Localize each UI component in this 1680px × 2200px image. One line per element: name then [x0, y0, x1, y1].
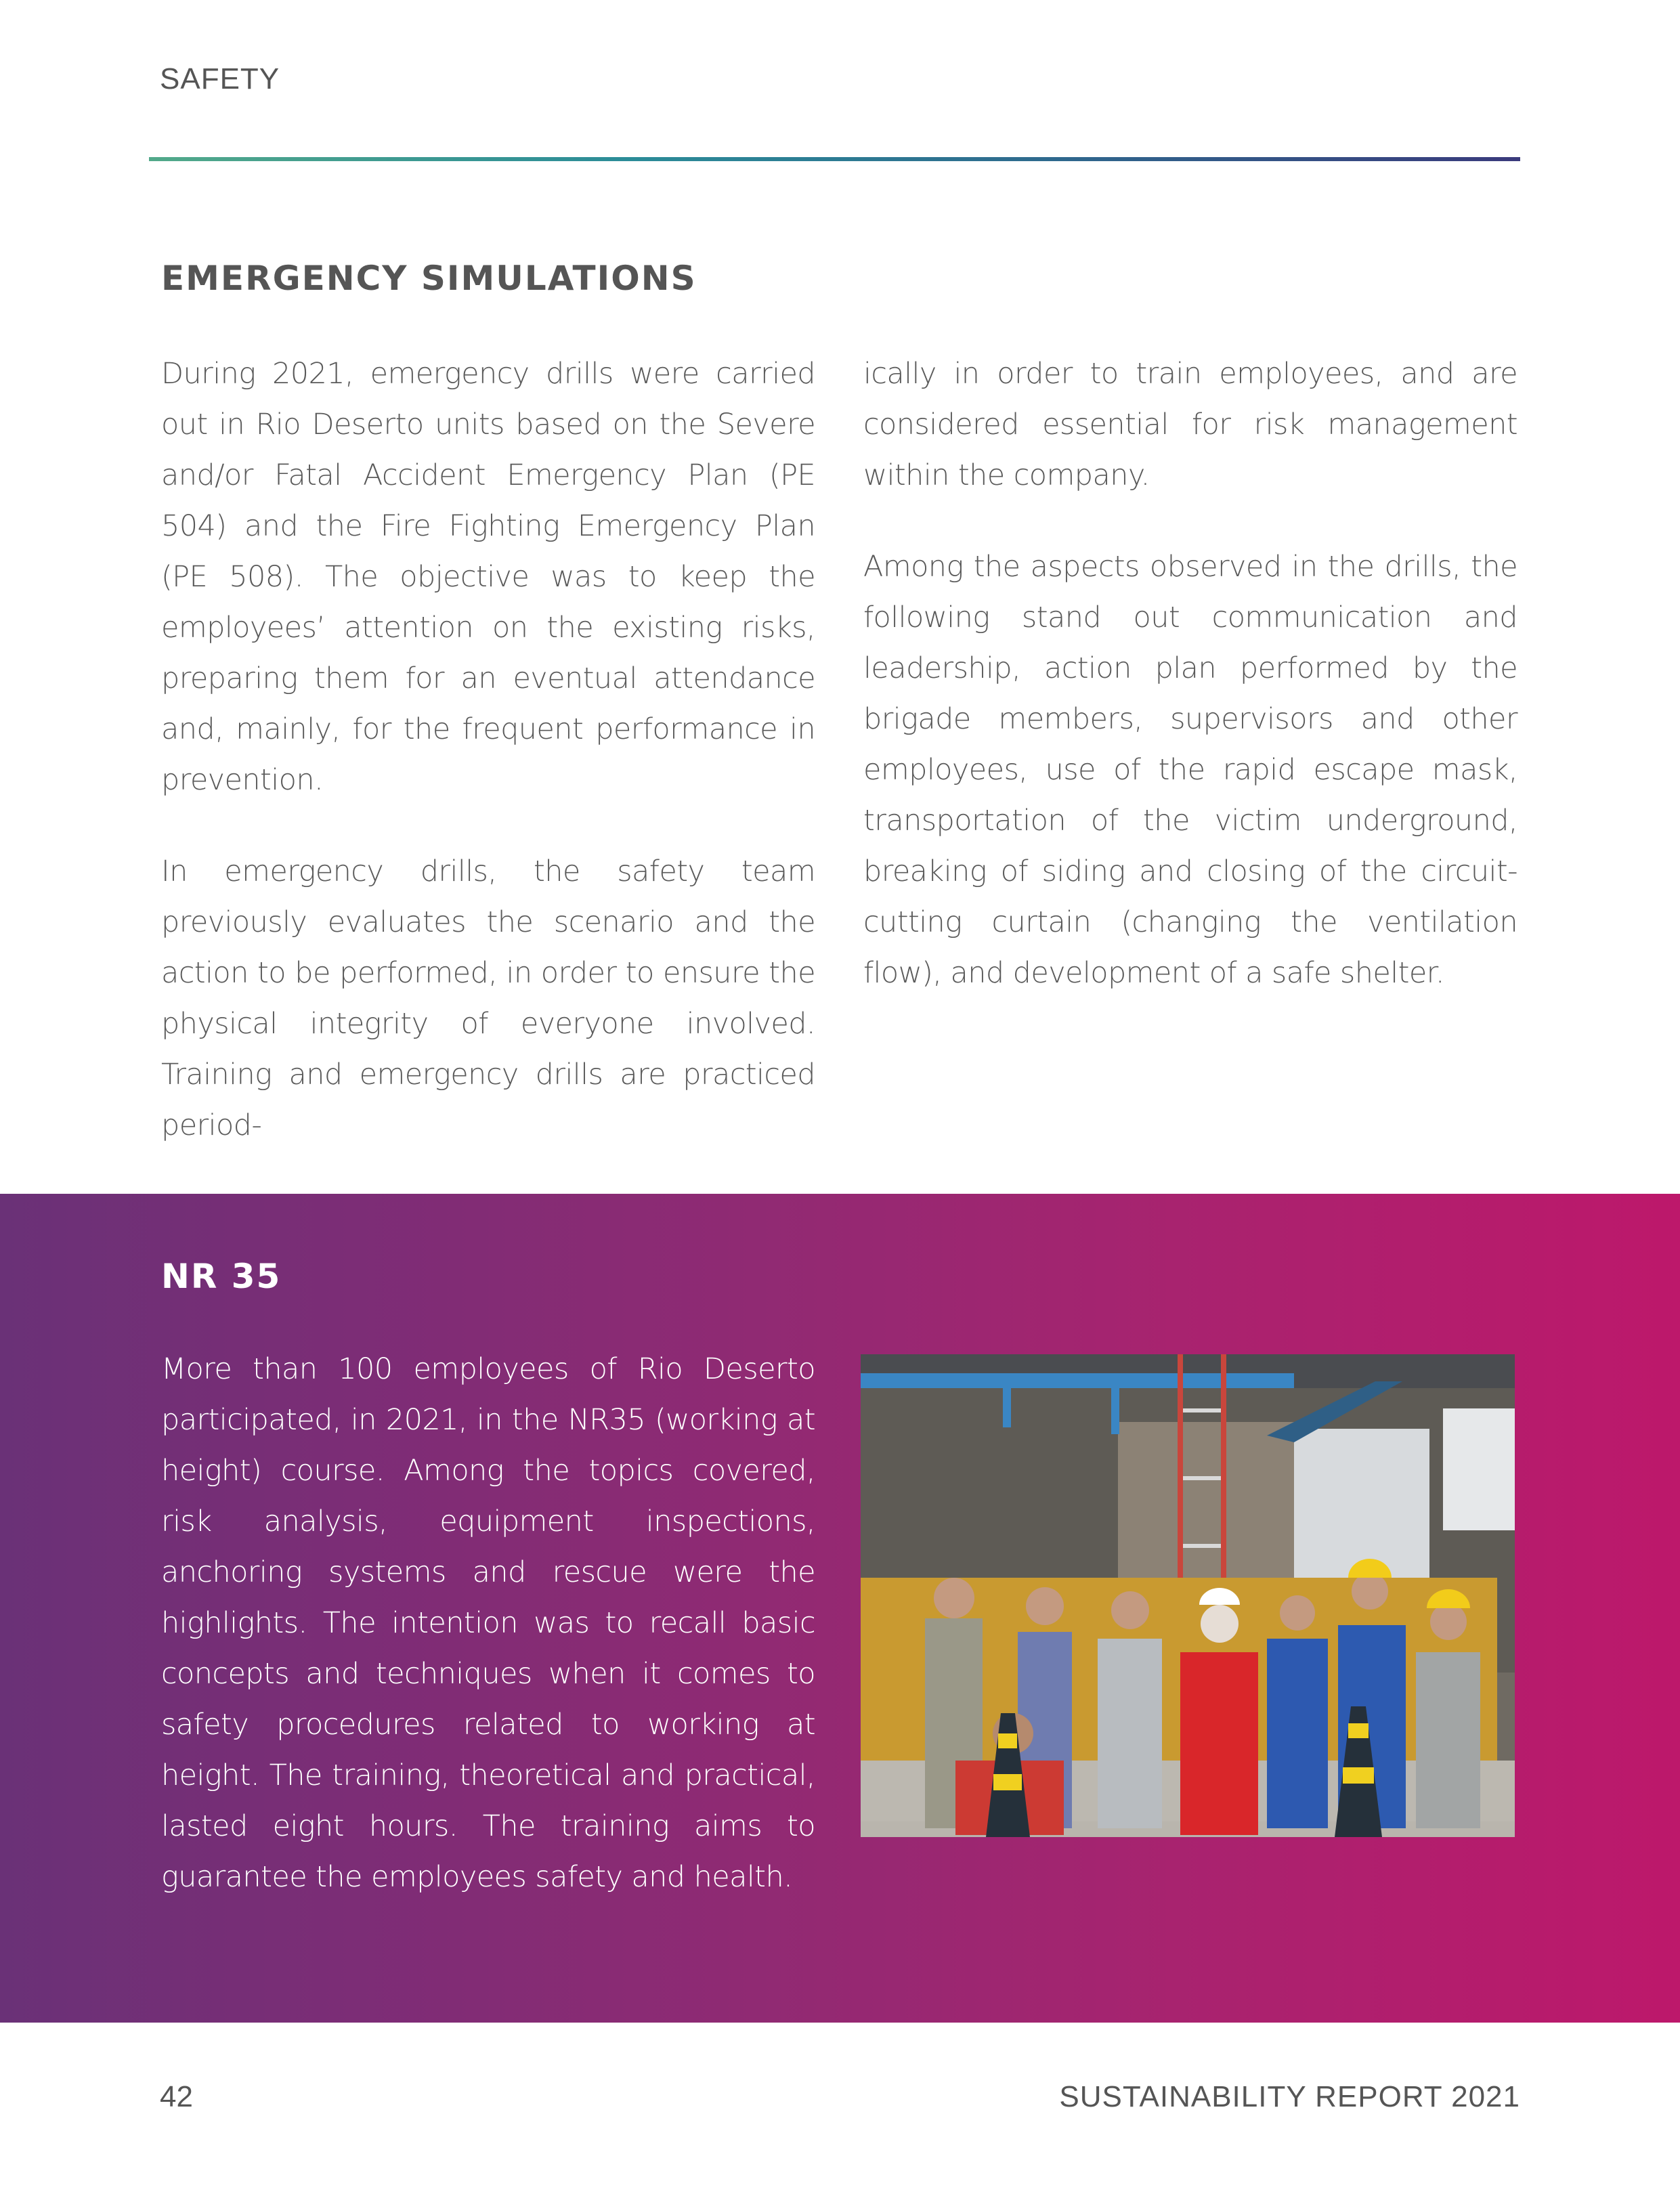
page-number: 42	[160, 2080, 193, 2113]
emergency-paragraph: During 2021, emergency drills were carried out in Rio Deserto units based on the Severe and/or Fatal Accident Emergency Plan (PE 504) and the Fire Fighting Emergency Plan (PE 508). The objective was to keep the employees’ attention on the existing risks, preparing them for an eventual attendance and, mainly, for the frequent performance in prevention.	[161, 357, 815, 797]
section-label: SAFETY	[160, 62, 280, 95]
emergency-paragraph: Among the aspects observed in the drills, the following stand out communication and leadership, action plan performed by the brigade members, supervisors and other employees, use of the rapid escape mask, transportation of the victim underground, breaking of siding and closing of the circuit-cutting curtain (changing the ventilation flow), and development of a safe shelter.	[863, 550, 1517, 990]
nr35-paragraph: More than 100 employees of Rio Deserto participated, in 2021, in the NR35 (working at height) course. Among the topics covered, risk analysis, equipment inspections, anchoring systems and rescue were the highlights. The intention was to recall basic concepts and techniques when it comes to safety procedures related to working at height. The training, theoretical and practical, lasted eight hours. The training aims to guarantee the employees safety and health.	[161, 1352, 815, 1894]
nr35-training-photo	[861, 1354, 1515, 1837]
emergency-paragraph: ically in order to train employees, and are considered essential for risk management within the company.	[863, 357, 1517, 492]
emergency-paragraph: In emergency drills, the safety team previously evaluates the scenario and the action to be performed, in order to ensure the physical integrity of everyone involved. Training and emergency drills are practiced period-	[161, 855, 815, 1142]
report-title: SUSTAINABILITY REPORT 2021	[1059, 2080, 1520, 2113]
nr35-heading: NR 35	[161, 1257, 282, 1296]
emergency-simulations-heading: EMERGENCY SIMULATIONS	[161, 259, 697, 298]
photo-illustration	[861, 1354, 1515, 1837]
header-rule	[149, 157, 1520, 161]
emergency-left-column	[161, 349, 815, 1192]
emergency-right-column	[863, 349, 1517, 1039]
